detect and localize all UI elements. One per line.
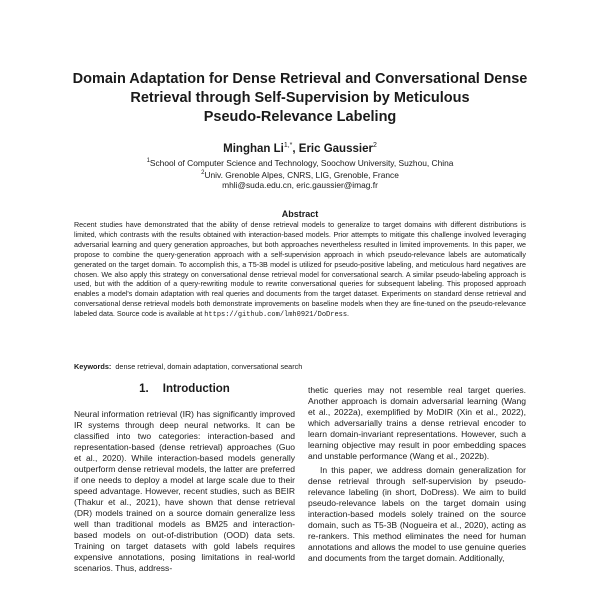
affiliation-text: Univ. Grenoble Alpes, CNRS, LIG, Grenoble, France bbox=[204, 169, 399, 180]
section-heading-introduction bbox=[74, 383, 295, 399]
right-column bbox=[308, 383, 526, 600]
author-affiliation-mark: 1,* bbox=[283, 142, 293, 149]
keywords-label: Keywords: bbox=[74, 362, 112, 371]
right-paragraph-1: thetic queries may not resemble real target queries. Another approach is domain adversarial learning (Wang et al., 2022a), exemplified by MoDIR (Xin et al., 2022), which adversarially trains a dense retrieval encoder to learn domain-invariant representations. However, such a learning objective may result in poor embedding spaces and unstable performance (Wang et al., 2022b). bbox=[308, 385, 526, 461]
author-emails bbox=[60, 180, 540, 191]
section-title: Introduction bbox=[162, 383, 230, 395]
introduction-paragraph: Neural information retrieval (IR) has significantly improved IR systems through deep neural networks. It can be classified into two categories: interaction-based and representation-based (dense retrieval) approaches (Guo et al., 2020). While interaction-based models generally outperform dense retrieval models, the latter are preferred if one needs to deploy a model at large scale due to their speed advantage. However, recent studies, such as BEIR (Thakur et al., 2021), have shown that dense retrieval (DR) models trained on a source domain generalize less well than traditional models as BM25 and interaction-based models on out-of-distribution (OOD) data sets. Training on target datasets with gold labels requires expensive annotations, posing limitations in real-world scenarios. Thus, address- bbox=[74, 409, 295, 573]
right-paragraph-2: In this paper, we address domain generalization for dense retrieval through self-supervision by pseudo-relevance labeling (in short, DoDress). We aim to build pseudo-relevance labels on the target domain using interaction-based models solely trained on the source domain, such as T5-3B (Nogueira et al., 2020), acting as re-rankers. This method eliminates the need for human annotations and allows the model to use genuine queries and documents from the target domain. Additionally, bbox=[308, 465, 526, 563]
keywords-line bbox=[74, 362, 526, 371]
abstract-end: . bbox=[347, 310, 350, 319]
source-code-link[interactable]: https://github.com/lmh0921/DoDress bbox=[204, 311, 348, 320]
abstract-body-text: Recent studies have demonstrated that the ability of dense retrieval models to generalize to target domains with different distributions is limited, which contrasts with the results obtained with interaction-based models. Prior attempts to mitigate this challenge involved leveraging adversarial learning and query generation approaches, but both approaches nevertheless resulted in limited improvements. In this paper, we propose to combine the query-generation approach with a self-supervision approach in which pseudo-relevance labels are automatically generated on the target domain. To accomplish this, a T5-3B model is utilized for pseudo-positive labeling, and meticulous hard negatives are chosen. We also apply this strategy on conversational dense retrieval model for conversational search. A similar pseudo-labeling approach is used, but with the addition of a query-rewriting module to rewrite conversational queries for subsequent labeling. This proposed approach enables a model's domain adaptation with real queries and documents from the target dataset. Experiments on standard dense retrieval and conversational dense retrieval models both demonstrate improvements on baseline models when they are fine-tuned on the pseudo-relevance labeled data. Source code is available at bbox=[74, 221, 526, 319]
author-separator: , bbox=[292, 142, 299, 155]
affiliation-mark: 1 bbox=[146, 158, 150, 164]
author-name: Minghan Li bbox=[223, 142, 284, 155]
abstract-heading: Abstract bbox=[281, 209, 319, 219]
author-name: Eric Gaussier bbox=[298, 142, 373, 155]
keywords-text: dense retrieval, domain adaptation, conversational search bbox=[115, 362, 303, 371]
section-number: 1. bbox=[139, 383, 149, 395]
affiliation-1 bbox=[60, 156, 540, 169]
abstract-text bbox=[74, 221, 526, 321]
paper-title bbox=[60, 70, 540, 127]
author-affiliation-mark: 2 bbox=[372, 142, 377, 149]
affiliation-mark: 2 bbox=[201, 170, 205, 176]
title-line-2: Retrieval through Self-Supervision by Meticulous bbox=[130, 90, 470, 106]
left-column bbox=[74, 383, 295, 600]
title-line-1: Domain Adaptation for Dense Retrieval and Conversational Dense bbox=[72, 71, 528, 87]
affiliation-2 bbox=[60, 168, 540, 181]
affiliation-text: School of Computer Science and Technology, Soochow University, Suzhou, China bbox=[149, 157, 454, 168]
author-list bbox=[60, 142, 540, 155]
title-line-3: Pseudo-Relevance Labeling bbox=[203, 109, 397, 125]
email-text: mhli@suda.edu.cn, eric.gaussier@imag.fr bbox=[222, 180, 378, 190]
